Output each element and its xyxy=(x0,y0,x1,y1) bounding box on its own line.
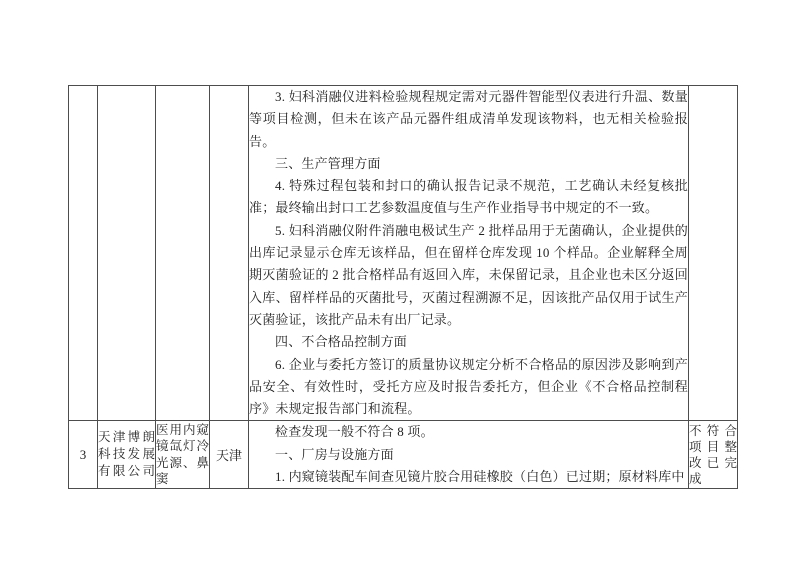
product-cell: 医用内窥镜氙灯冷光源、鼻窦 xyxy=(156,421,210,489)
finding-paragraph: 6. 企业与委托方签订的质量协议规定分析不合格品的原因涉及影响到产品安全、有效性时，受托方应及时报告委托方，但企业《不合格品控制程序》未规定报告部门和流程。 xyxy=(249,356,688,417)
finding-paragraph: 1. 内窥镜装配车间查见镜片胶合用硅橡胶（白色）已过期；原材料库中 xyxy=(275,469,685,485)
city-cell: 天津 xyxy=(210,421,249,489)
company-cell xyxy=(98,86,156,421)
finding-paragraph: 3. 妇科消融仪进料检验规程规定需对元器件智能型仪表进行升温、数量等项目检测，但未在该产品元器件组成清单发现该物料，也无相关检验报告。 xyxy=(249,89,688,149)
city-cell xyxy=(210,86,249,421)
findings-cell xyxy=(249,421,689,489)
status-cell: 不符合项目整改已完成 xyxy=(689,421,738,489)
finding-paragraph: 5. 妇科消融仪附件消融电极试生产 2 批样品用于无菌确认，企业提供的出库记录显示仓库无该样品，但在留样仓库发现 10 个样品。企业解释全周期灭菌验证的 2 批合格样品有返回入库，未保留记录，且企业也未区分返回入库、留样样品的灭菌批号，灭菌过程溯源不足，因该批产品仅用于试生产灭菌验证，该批产品未有出厂记录。 xyxy=(249,222,688,327)
seq-cell xyxy=(69,86,98,421)
table-row xyxy=(69,86,738,421)
product-cell xyxy=(156,86,210,421)
finding-paragraph: 一、厂房与设施方面 xyxy=(275,446,394,462)
finding-paragraph: 三、生产管理方面 xyxy=(275,155,381,171)
finding-paragraph: 4. 特殊过程包装和封口的确认报告记录不规范，工艺确认未经复核批准；最终输出封口工艺参数温度值与生产作业指导书中规定的不一致。 xyxy=(249,178,688,216)
table-row xyxy=(69,421,738,489)
finding-paragraph: 检查发现一般不符合 8 项。 xyxy=(275,424,434,440)
seq-cell: 3 xyxy=(69,421,98,489)
company-cell: 天津博朗科技发展有限公司 xyxy=(98,421,156,489)
status-cell xyxy=(689,86,738,421)
finding-paragraph: 四、不合格品控制方面 xyxy=(275,334,408,350)
findings-cell xyxy=(249,86,689,421)
inspection-table xyxy=(68,85,738,489)
